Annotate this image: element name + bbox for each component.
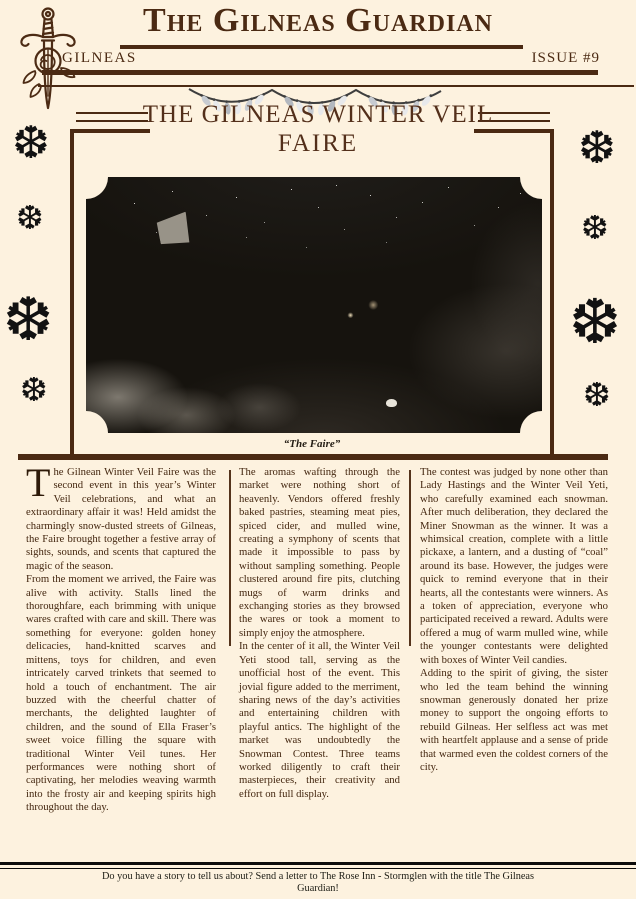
snowflake-icon: ❆ (3, 285, 54, 355)
photo-frame-top-right (474, 129, 554, 133)
snowflake-icon: ❆ (581, 208, 609, 247)
column-divider (229, 470, 231, 646)
submission-notice: Do you have a story to tell us about? Send a letter to The Rose Inn - Stormglen with the title The Gilneas Guardian! (101, 871, 534, 894)
column-divider (409, 470, 411, 646)
paragraph: he Gilnean Winter Veil Faire was the second event in this year’s Winter Veil celebrations, and what an extraordinary affair it was! Held amidst the charmingly snow-dusted streets of Gilneas, the Faire brought together a festive array of sights, sounds, and scents that captured the magic of the season. (26, 466, 216, 572)
photo-caption: “The Faire” (283, 438, 341, 450)
snowflake-icon: ❆ (583, 375, 611, 414)
photo-corner-notch (520, 177, 542, 199)
paragraph: In the center of it all, the Winter Veil Yeti stood tall, serving as the unofficial host of the event. This jovial figure added to the merriment, sharing news of the day’s activities and entertaining children with playful antics. The highlight of the market was undoubtedly the Snowman Contest. Three teams worked diligently to craft their masterpieces, their creativity and effort on full display. (239, 640, 400, 800)
snowflake-icon: ❆ (569, 285, 621, 358)
paragraph: From the moment we arrived, the Faire was alive with activity. Stalls lined the thoroughfare, each brimming with unique wares crafted with care and skill. There was something for everyone: golden honey delicacies, hand-knitted scarves and mittens, toys for children, and even intricately carved trinkets that seemed to hold a touch of enchantment. The air buzzed with the cheerful chatter of merchants, the delighted laughter of children, and the sound of Ella Fraser’s sweet voice filling the square with traditional Winter Veil tunes. Her performances were nothing short of captivating, her melodies weaving warmth into the frosty air and keeping spirits high throughout the day. (26, 573, 216, 814)
issue-number: ISSUE #9 (531, 50, 600, 66)
photo-corner-notch (520, 411, 542, 433)
paragraph: The aromas wafting through the market were nothing short of heavenly. Vendors offered freshly baked pastries, steaming meat pies, spiced cider, and mulled wine, creating a symphony of scents that made it impossible to pass by without sampling something. People clustered around fire pits, clutching mugs of warm drinks and exchanging stories as they browsed the wares or took a moment to simply enjoy the atmosphere. (239, 466, 400, 639)
article-divider-rule (18, 454, 608, 460)
newspaper-title: The Gilneas Guardian (143, 2, 493, 39)
paragraph: The contest was judged by none other than Lady Hastings and the Winter Veil Yeti, who carefully examined each snowman. After much deliberation, they declared the Miner Snowman as the winner. It was a whimsical creation, complete with a little pickaxe, a lantern, and a dusting of “coal” around its base. However, the judges were quick to remind everyone that in their hearts, all the contestants were winners. As a token of appreciation, everyone who participated received a reward. Adults were offered a mug of warm mulled wine, while the younger contestants were delighted with boxes of Winter Veil candies. (420, 466, 608, 666)
section-label: GILNEAS (62, 50, 137, 66)
photo-corner-notch (86, 177, 108, 199)
photo-corner-notch (86, 411, 108, 433)
footer-rule-thick (0, 862, 636, 865)
masthead-rule-thick (42, 70, 598, 75)
article-column-2 (239, 466, 400, 801)
faire-photo (86, 177, 542, 433)
banner-flag (155, 212, 194, 251)
photo-frame-left (70, 129, 74, 458)
title-underline (120, 45, 523, 49)
article-column-1 (26, 460, 216, 815)
snowflake-icon: ❆ (12, 116, 50, 169)
white-rabbit (386, 399, 397, 407)
snowflake-icon: ❆ (16, 198, 44, 237)
article-headline-line2: FAIRE (277, 130, 359, 157)
snowflake-icon: ❆ (20, 370, 48, 409)
footer-rule-thin (0, 868, 636, 869)
article-column-3 (420, 466, 608, 774)
photo-frame-top-left (70, 129, 150, 133)
drop-cap: T (26, 460, 51, 505)
photo-frame-right (550, 129, 554, 458)
snowflake-icon: ❆ (578, 121, 616, 174)
article-headline-line1: THE GILNEAS WINTER VEIL (142, 101, 494, 128)
paragraph: Adding to the spirit of giving, the sister who led the team behind the winning snowman generously donated her prize money to support the ongoing efforts to rebuild Gilneas. Her selfless act was met with heartfelt applause and a sense of pride that warmed even the coldest corners of the city. (420, 667, 608, 773)
